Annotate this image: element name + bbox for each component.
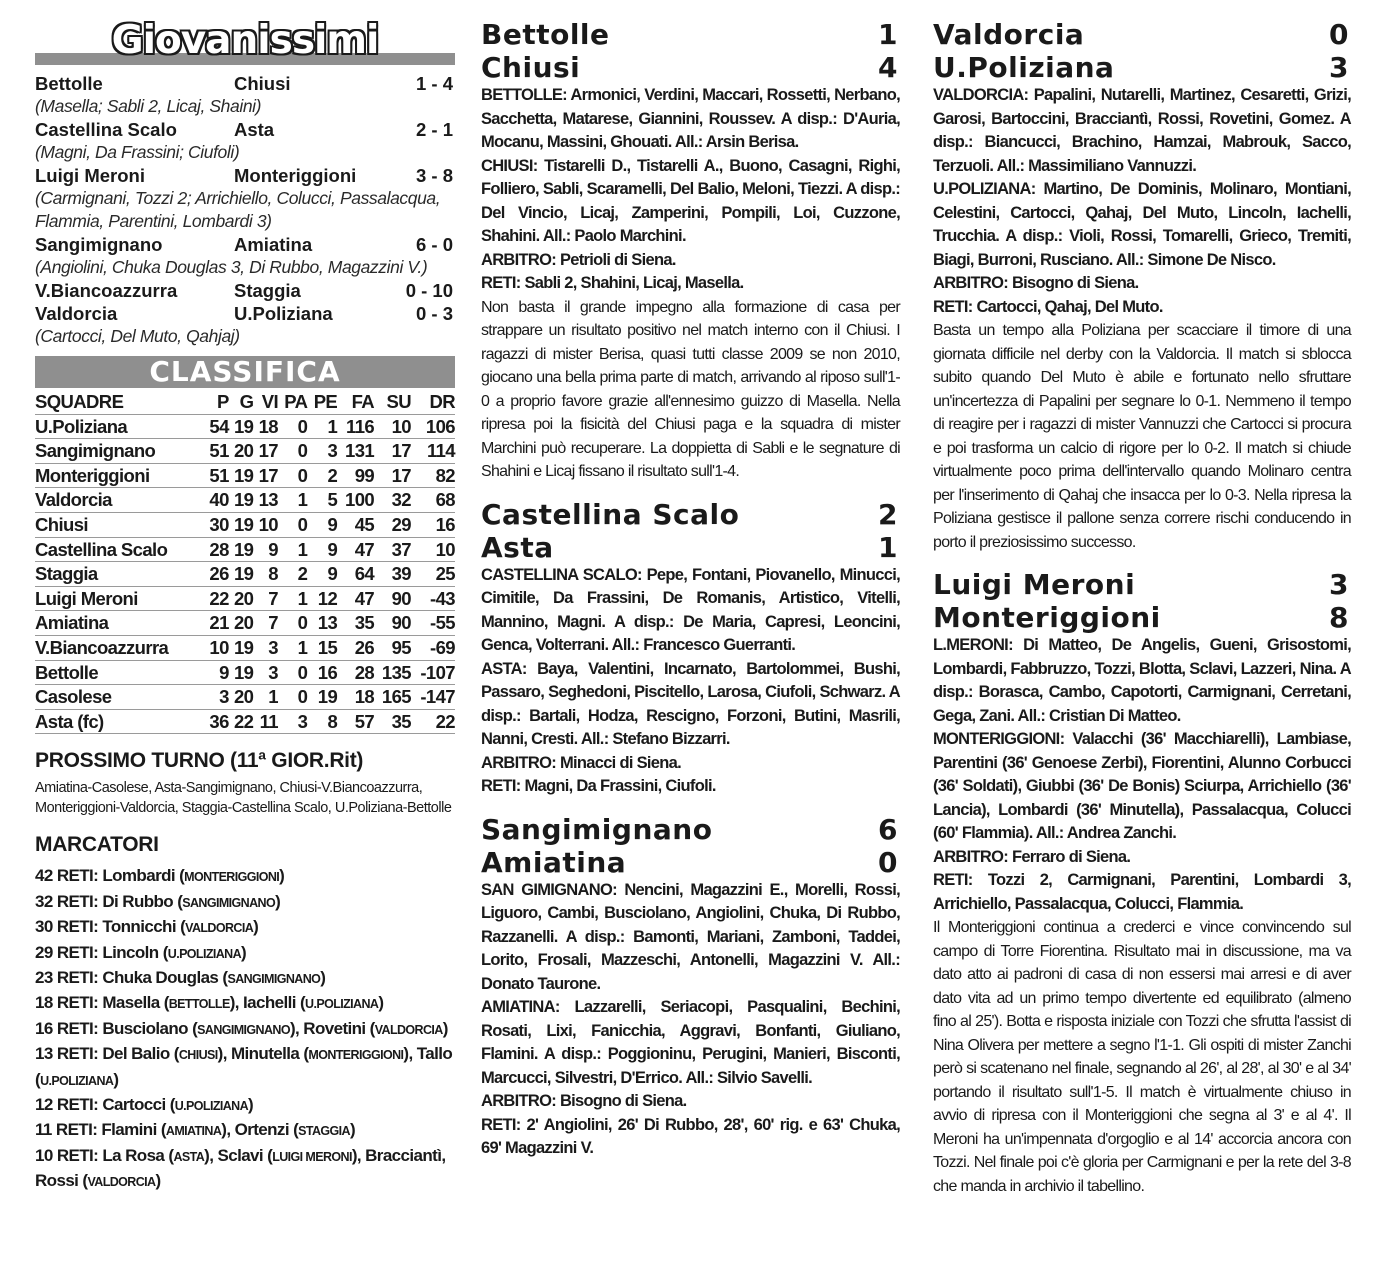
lineup-home: L.MERONI: Di Matteo, De Angelis, Gueni, Grisostomi, Lombardi, Fabbruzzo, Tozzi, Blotta, Sclavi, Lazzeri, Nina. A disp.: Borasca, Cambo, Capotorti, Carmignani, Cerretani, Gega, Zani. All.: Cristian Di Matteo. (933, 636, 1351, 725)
scorers-title: MARCATORI (35, 833, 159, 857)
stat-cell: 64 (337, 562, 374, 587)
team-name: Monteriggioni (933, 601, 1161, 634)
team-name: Sangimignano (481, 812, 713, 846)
stat-cell: 11 (253, 709, 278, 734)
scorer-team: U.POLIZIANA (305, 997, 379, 1012)
match-score: 3 - 8 (415, 165, 453, 186)
scorer-text: ), Ortenzi ( (221, 1120, 299, 1140)
lineup-home: SAN GIMIGNANO: Nencini, Magazzini E., Morelli, Rossi, Liguoro, Cambi, Busciolano, Angiolini, Chuka, Di Rubbo, Razzanelli. A disp.: Bamonti, Mariani, Zamboni, Taddei, Lorito, Frosali, Mazzeschi, Antonelli, Magazzini V. All.: Donato Taurone. (481, 880, 900, 993)
team-name: Chiusi (481, 51, 581, 84)
team-score: 0 (1329, 18, 1349, 51)
away-team: Chiusi (234, 73, 291, 94)
home-team: Luigi Meroni (35, 165, 145, 186)
scorer-team: U.POLIZIANA (167, 946, 242, 961)
result-scorers: (Magni, Da Frassini; Ciufoli) (35, 142, 240, 162)
stat-cell: 131 (337, 439, 374, 464)
scorer-text: ) (320, 967, 326, 987)
stat-cell: 39 (374, 562, 411, 587)
result-scorers: (Masella; Sabli 2, Licaj, Shaini) (35, 96, 262, 116)
column-header: SU (374, 390, 411, 414)
lineup-home: CASTELLINA SCALO: Pepe, Fontani, Piovanello, Minucci, Cimitile, Da Frassini, De Romanis, Artistico, Vitelli, Mannino, Magni. A disp.: De Maria, Capresi, Leoncini, Genca, Volterrani. All.: Francesco Guerranti. (481, 565, 900, 654)
stat-cell: 8 (307, 709, 337, 734)
match-summary: Basta un tempo alla Poliziana per scacciare il timore di una giornata difficile nel derby con la Valdorcia. Il match si sblocca subito quando Del Muto è abile e fortunato nello sfruttare un'incertezza di Papalini per segnare lo 0-1. Nemmeno il tempo di reagire per i ragazzi di mister Vannuzzi che Cartocci si procura e poi trasforma un calcio di rigore per lo 0-2. Il match si chiude virtualmente poco prima dell'intervallo quando Molinaro centra per l'inserimento di Qahaj che insacca per lo 0-3. Nella ripresa la Poliziana gestisce il pallone senza correre rischi conducendo in porto il preziosissimo successo. (933, 322, 1351, 551)
match-team-row (481, 18, 900, 51)
stat-cell: 0 (278, 512, 307, 537)
stat-cell: 1 (278, 635, 307, 660)
scorer-team: ASTA (173, 1149, 205, 1164)
scorer-text: ) (279, 866, 285, 886)
stat-cell: 3 (253, 635, 278, 660)
table-row (35, 488, 455, 513)
table-row (35, 635, 455, 660)
scorer-text: ) (253, 917, 259, 937)
scorer-team: BETTOLLE (168, 997, 230, 1012)
match-score: 0 - 10 (405, 280, 453, 301)
stat-cell: 19 (229, 660, 254, 685)
stat-cell: 1 (253, 685, 278, 710)
stat-cell: 20 (229, 439, 254, 464)
away-team: U.Poliziana (234, 303, 333, 324)
scorer-line (35, 864, 455, 889)
stat-cell: 16 (307, 660, 337, 685)
scorer-team: U.POLIZIANA (40, 1073, 114, 1088)
team-name: Amiatina (481, 845, 627, 879)
stat-cell: 47 (337, 537, 374, 562)
column-header: VI (253, 390, 278, 414)
lineup-away: MONTERIGGIONI: Valacchi (36' Macchiarelli), Lambiase, Parentini (36' Genoese Zerbi), Fiorentini, Alunno Corbucci (36' Soldati), Giubbi (36' De Bonis) Sciurpa, Arrichiello (36' Lancia), Lombardi (36' Minutella), Passalacqua, Colucci (60' Flammia). All.: Andrea Zanchi. (933, 730, 1351, 842)
team-score: 2 (878, 497, 898, 531)
stat-cell: 17 (374, 439, 411, 464)
match-summary: Non basta il grande impegno alla formazione di casa per strappare un risultato positivo nel match interno con il Chiusi. I ragazzi di mister Berisa, quasi tutti classe 2009 se non 2010, giocano una bella prima parte di match, arrivando al riposo sull'1-0 a proprio favore grazie all'ennesimo guizzo di Masella. Nella ripresa poi la fisicità del Chiusi paga e la squadra di mister Marchini può recuperare. La doppietta di Sabli e le segnature di Shahini e Licaj fissano il risultato sull'1-4. (481, 298, 900, 480)
team-name: Luigi Meroni (933, 568, 1136, 601)
match-team-row (481, 531, 900, 564)
scorer-text: ), Tallo ( (35, 1044, 453, 1089)
lineup-away: ASTA: Baya, Valentini, Incarnato, Bartolommei, Bushi, Passaro, Seghedoni, Piscitello, Larosa, Ciufoli, Schwarz. A disp.: Bartali, Hodza, Rescigno, Forzoni, Butini, Masrili, Nanni, Cresti. All.: Stefano Bizzarri. (481, 659, 900, 748)
team-name: Luigi Meroni (35, 586, 204, 611)
match-score: 6 - 0 (415, 234, 453, 255)
scorers-list (35, 864, 455, 1194)
match-team-row (481, 51, 900, 84)
team-score: 0 (878, 845, 898, 879)
column-header: DR (411, 390, 455, 414)
scorer-text: ) (155, 1171, 161, 1191)
stat-cell: -69 (411, 635, 455, 660)
stat-cell: 19 (307, 685, 337, 710)
stat-cell: 2 (307, 463, 337, 488)
stat-cell: 95 (374, 635, 411, 660)
goals: RETI: Sabli 2, Shahini, Licaj, Masella. (481, 274, 744, 292)
stat-cell: 25 (411, 562, 455, 587)
scorer-text: ) (241, 942, 247, 962)
stat-cell: 13 (307, 611, 337, 636)
scorer-text: ) (113, 1069, 119, 1089)
page-title: Giovanissimi (111, 18, 379, 63)
stat-cell: 0 (278, 685, 307, 710)
stat-cell: 19 (229, 512, 254, 537)
table-row (35, 562, 455, 587)
goals: RETI: Magni, Da Frassini, Ciufoli. (481, 777, 716, 795)
scorer-team: MONTERIGGIONI (308, 1048, 404, 1063)
team-name: Sangimignano (35, 439, 204, 464)
scorer-text: 32 RETI: Di Rubbo ( (35, 891, 183, 911)
scorer-line (35, 1017, 455, 1042)
team-score: 8 (1329, 601, 1349, 634)
scorer-team: STAGGIA (298, 1124, 350, 1139)
goals: RETI: Tozzi 2, Carmignani, Parentini, Lombardi 3, Arrichiello, Passalacqua, Colucci, Flammia. (933, 871, 1351, 913)
match-score: 0 - 3 (415, 303, 453, 324)
match-summary: Il Monteriggioni continua a crederci e vince convincendo sul campo di Torre Fiorentina. Risultato mai in discussione, ma va dato atto ai padroni di casa di non essersi mai arresi e di aver dato vita ad un primo tempo divertente ed equilibrato (almeno fino al 25'). Botta e risposta iniziale con Tozzi che sfrutta l'assist di Nina Olivera per mettere a segno l'1-1. Gli ospiti di mister Zanchi però si scatenano nel finale, segnando al 26', al 28', al 30' e al 34' portando il risultato sull'1-5. Il match è virtualmente chiuso in avvio di ripresa con il Monteriggioni che segna al 3' e al 4'. Il Meroni ha un'impennata d'orgoglio e al 14' accorcia ancora con Tozzi. Nel finale poi c'è gloria per Carmignani e per la rete del 3-8 che manda in archivio il tabellino. (933, 919, 1351, 1195)
middle-column (481, 18, 900, 1175)
home-team: V.Biancoazzurra (35, 280, 178, 301)
table-row (35, 611, 455, 636)
stat-cell: -55 (411, 611, 455, 636)
scorer-line (35, 1118, 455, 1143)
stat-cell: 37 (374, 537, 411, 562)
match-report (933, 18, 1351, 554)
stat-cell: 47 (337, 586, 374, 611)
scorer-line (35, 890, 455, 915)
scorer-text: 12 RETI: Cartocci ( (35, 1094, 175, 1114)
home-team: Sangimignano (35, 234, 163, 255)
scorer-team: SANGIMIGNANO (227, 971, 321, 986)
match-team-row (481, 498, 900, 531)
stat-cell: 19 (229, 463, 254, 488)
match-report (481, 18, 900, 484)
match-score: 1 - 4 (415, 73, 453, 94)
referee: ARBITRO: Bisogno di Siena. (933, 274, 1139, 292)
stat-cell: 51 (204, 463, 229, 488)
classifica-title: CLASSIFICA (35, 356, 455, 388)
stat-cell: 51 (204, 439, 229, 464)
stat-cell: 0 (278, 414, 307, 439)
team-score: 6 (878, 812, 898, 846)
scorer-team: MONTERIGGIONI (184, 870, 280, 885)
match-team-row (933, 568, 1351, 601)
stat-cell: 15 (307, 635, 337, 660)
referee: ARBITRO: Bisogno di Siena. (481, 1092, 687, 1110)
stat-cell: 1 (278, 488, 307, 513)
next-round-text: Amiatina-Casolese, Asta-Sangimignano, Chiusi-V.Biancoazzurra, Monteriggioni-Valdorcia, Staggia-Castellina Scalo, U.Poliziana-Bettolle (35, 780, 452, 817)
stat-cell: 20 (229, 685, 254, 710)
team-name: U.Poliziana (933, 51, 1115, 84)
team-name: Valdorcia (933, 18, 1085, 51)
stat-cell: 32 (374, 488, 411, 513)
away-team: Staggia (234, 280, 301, 301)
results-list (35, 72, 455, 348)
stat-cell: 3 (253, 660, 278, 685)
scorer-text: ), Bracciantì, Rossi ( (35, 1145, 446, 1191)
column-header: FA (337, 390, 374, 414)
stat-cell: 35 (337, 611, 374, 636)
match-team-row (481, 846, 900, 879)
stat-cell: 10 (253, 512, 278, 537)
stat-cell: 9 (253, 537, 278, 562)
stat-cell: 12 (307, 586, 337, 611)
stat-cell: 57 (337, 709, 374, 734)
scorer-line (35, 966, 455, 991)
match-score: 2 - 1 (415, 119, 453, 140)
lineup-away: CHIUSI: Tistarelli D., Tistarelli A., Buono, Casagni, Righi, Folliero, Sabli, Scaramelli, Del Balio, Meloni, Tiezzi. A disp.: Del Vincio, Licaj, Zamperini, Pompili, Loi, Cuzzone, Shahini. All.: Paolo Marchini. (481, 156, 900, 245)
stat-cell: 3 (204, 685, 229, 710)
team-name: Castellina Scalo (35, 537, 204, 562)
stat-cell: 106 (411, 414, 455, 439)
team-name: Amiatina (35, 611, 204, 636)
result-row (35, 233, 455, 256)
column-header: PA (278, 390, 307, 414)
stat-cell: 5 (307, 488, 337, 513)
table-row (35, 660, 455, 685)
table-row (35, 463, 455, 488)
stat-cell: 13 (253, 488, 278, 513)
referee: ARBITRO: Petrioli di Siena. (481, 250, 676, 269)
scorer-text: ), Minutella ( (217, 1044, 309, 1064)
away-team: Asta (234, 119, 275, 140)
scorer-text: ) (248, 1094, 254, 1114)
column-header: PE (307, 390, 337, 414)
stat-cell: 20 (229, 611, 254, 636)
scorer-team: SANGIMIGNANO (197, 1022, 290, 1037)
stat-cell: 22 (229, 709, 254, 734)
scorer-text: 16 RETI: Busciolano ( (35, 1018, 198, 1038)
table-row (35, 537, 455, 562)
stat-cell: 0 (278, 611, 307, 636)
stat-cell: 17 (374, 463, 411, 488)
column-header: P (204, 390, 229, 414)
stat-cell: 18 (253, 414, 278, 439)
stat-cell: 19 (229, 635, 254, 660)
team-name: Asta (481, 530, 554, 564)
table-row (35, 439, 455, 464)
scorer-text: 30 RETI: Tonnicchi ( (35, 917, 186, 937)
stat-cell: 7 (253, 586, 278, 611)
stat-cell: 36 (204, 709, 229, 734)
match-team-row (933, 51, 1351, 84)
team-name: Bettolle (481, 18, 610, 51)
stat-cell: 9 (307, 562, 337, 587)
result-scorers: (Angiolini, Chuka Douglas 3, Di Rubbo, Magazzini V.) (35, 257, 428, 277)
goals: RETI: Cartocci, Qahaj, Del Muto. (933, 297, 1163, 316)
table-row (35, 512, 455, 537)
team-name: Staggia (35, 562, 204, 587)
match-report (481, 813, 900, 1161)
referee: ARBITRO: Ferraro di Siena. (933, 847, 1131, 866)
team-score: 1 (878, 530, 898, 564)
scorer-line (35, 1042, 455, 1093)
away-team: Monteriggioni (234, 165, 357, 186)
stat-cell: 35 (374, 709, 411, 734)
scorer-text: 29 RETI: Lincoln ( (35, 942, 168, 962)
team-score: 3 (1329, 51, 1349, 84)
stat-cell: 100 (337, 488, 374, 513)
stat-cell: 9 (307, 537, 337, 562)
column-header: SQUADRE (35, 390, 204, 414)
team-score: 4 (878, 51, 898, 84)
stat-cell: 45 (337, 512, 374, 537)
match-report (481, 498, 900, 799)
stat-cell: -107 (411, 660, 455, 685)
scorer-text: ), Rovetini ( (289, 1018, 375, 1038)
stat-cell: 1 (307, 414, 337, 439)
lineup-home: VALDORCIA: Papalini, Nutarelli, Martinez, Cesaretti, Grizi, Garosi, Bartoccini, Bracciantì, Rossi, Rovetini, Gomez. A disp.: Biancucci, Brachino, Hamzai, Mabrouk, Sacco, Terzuoli. All.: Massimiliano Vannuzzi. (933, 86, 1351, 175)
stat-cell: 16 (411, 512, 455, 537)
scorer-text: ) (349, 1120, 356, 1140)
stat-cell: 90 (374, 586, 411, 611)
scorer-text: ) (442, 1018, 448, 1038)
scorer-line (35, 941, 455, 966)
goals: RETI: 2' Angiolini, 26' Di Rubbo, 28', 60' rig. e 63' Chuka, 69' Magazzini V. (481, 1115, 900, 1157)
stat-cell: 8 (253, 562, 278, 587)
stat-cell: 30 (204, 512, 229, 537)
stat-cell: 0 (278, 660, 307, 685)
result-row (35, 279, 455, 302)
stat-cell: 19 (229, 488, 254, 513)
stat-cell: 17 (253, 463, 278, 488)
team-name: U.Poliziana (35, 414, 204, 439)
stat-cell: -147 (411, 685, 455, 710)
team-name: Castellina Scalo (481, 497, 740, 531)
team-name: Monteriggioni (35, 463, 204, 488)
stat-cell: 68 (411, 488, 455, 513)
stat-cell: 135 (374, 660, 411, 685)
scorer-text: ) (378, 993, 384, 1013)
stat-cell: 40 (204, 488, 229, 513)
scorer-text: 23 RETI: Chuka Douglas ( (35, 967, 228, 987)
stat-cell: 3 (307, 439, 337, 464)
team-score: 3 (1329, 568, 1349, 601)
stat-cell: 26 (337, 635, 374, 660)
scorer-text: 11 RETI: Flamini ( (35, 1120, 166, 1140)
result-scorers: (Cartocci, Del Muto, Qahjaj) (35, 326, 240, 346)
scorer-line (35, 1093, 455, 1118)
team-name: Bettolle (35, 660, 204, 685)
stat-cell: 90 (374, 611, 411, 636)
stat-cell: 28 (204, 537, 229, 562)
stat-cell: 0 (278, 463, 307, 488)
stat-cell: 165 (374, 685, 411, 710)
stat-cell: 17 (253, 439, 278, 464)
stat-cell: 2 (278, 562, 307, 587)
standings-header-row (35, 390, 455, 414)
scorer-text: 10 RETI: La Rosa ( (35, 1145, 174, 1165)
home-team: Valdorcia (35, 303, 118, 324)
lineup-away: U.POLIZIANA: Martino, De Dominis, Molinaro, Montiani, Celestini, Cartocci, Qahaj, Del Muto, Lincoln, Iachelli, Trucchia. A disp.: Violi, Rossi, Tomarelli, Grieco, Tremiti, Biagi, Burroni, Rusciano. All.: Simone De Nisco. (933, 180, 1351, 269)
result-row (35, 164, 455, 187)
scorer-team: AMIATINA (165, 1124, 222, 1139)
team-name: Casolese (35, 685, 204, 710)
scorer-line (35, 1144, 455, 1195)
away-team: Amiatina (234, 234, 313, 255)
stat-cell: 22 (411, 709, 455, 734)
stat-cell: 18 (337, 685, 374, 710)
stat-cell: 26 (204, 562, 229, 587)
match-team-row (933, 18, 1351, 51)
home-team: Castellina Scalo (35, 119, 177, 140)
stat-cell: 20 (229, 586, 254, 611)
table-row (35, 709, 455, 734)
scorer-text: ), Iachelli ( (229, 993, 306, 1013)
column-header: G (229, 390, 254, 414)
scorer-team: SANGIMIGNANO (182, 895, 276, 910)
stat-cell: 99 (337, 463, 374, 488)
table-row (35, 685, 455, 710)
scorer-team: LUIGI MERONI (272, 1149, 352, 1164)
stat-cell: 1 (278, 586, 307, 611)
result-row (35, 72, 455, 95)
team-name: Asta (fc) (35, 709, 204, 734)
scorer-team: U.POLIZIANA (174, 1098, 249, 1113)
referee: ARBITRO: Minacci di Siena. (481, 753, 681, 772)
stat-cell: 7 (253, 611, 278, 636)
stat-cell: 1 (278, 537, 307, 562)
standings-table (35, 390, 455, 734)
result-scorers: (Carmignani, Tozzi 2; Arrichiello, Colucci, Passalacqua, Flammia, Parentini, Lombardi 3) (35, 188, 441, 231)
stat-cell: 19 (229, 414, 254, 439)
team-name: Valdorcia (35, 488, 204, 513)
team-name: Chiusi (35, 512, 204, 537)
section-header (35, 18, 455, 66)
team-score: 1 (878, 18, 898, 51)
stat-cell: 82 (411, 463, 455, 488)
scorer-text: 18 RETI: Masella ( (35, 993, 169, 1013)
stat-cell: 19 (229, 537, 254, 562)
stat-cell: 9 (204, 660, 229, 685)
stat-cell: 29 (374, 512, 411, 537)
right-column (933, 18, 1351, 1212)
scorer-text: 13 RETI: Del Balio ( (35, 1044, 179, 1064)
table-row (35, 414, 455, 439)
stat-cell: 116 (337, 414, 374, 439)
lineup-home: BETTOLLE: Armonici, Verdini, Maccari, Rossetti, Nerbano, Sacchetta, Matarese, Giannini, Roussev. A disp.: D'Auria, Mocanu, Massini, Ghouati. All.: Arsin Berisa. (481, 86, 900, 151)
scorer-text: ), Sclavi ( (204, 1145, 273, 1165)
lineup-away: AMIATINA: Lazzarelli, Seriacopi, Pasqualini, Bechini, Rosati, Lixi, Fanicchia, Aggravi, Bonfanti, Giuliano, Flamini. A disp.: Poggioninu, Perugini, Manieri, Bisconti, Marcucci, Silvestri, D'Errico. All.: Silvio Savelli. (481, 998, 900, 1087)
stat-cell: 10 (374, 414, 411, 439)
team-name: V.Biancoazzurra (35, 635, 204, 660)
stat-cell: 28 (337, 660, 374, 685)
stat-cell: 54 (204, 414, 229, 439)
scorer-team: VALDORCIA (87, 1175, 156, 1190)
match-team-row (933, 601, 1351, 634)
scorer-text: ) (275, 891, 281, 911)
scorer-line (35, 915, 455, 940)
result-row (35, 118, 455, 141)
stat-cell: 0 (278, 439, 307, 464)
scorer-line (35, 991, 455, 1016)
stat-cell: 3 (278, 709, 307, 734)
table-row (35, 586, 455, 611)
match-report (933, 568, 1351, 1198)
match-team-row (481, 813, 900, 846)
scorer-team: CHIUSI (178, 1048, 218, 1063)
stat-cell: 9 (307, 512, 337, 537)
stat-cell: 114 (411, 439, 455, 464)
stat-cell: 19 (229, 562, 254, 587)
result-row (35, 302, 455, 325)
left-column (35, 18, 455, 1195)
scorer-text: 42 RETI: Lombardi ( (35, 866, 185, 886)
stat-cell: -43 (411, 586, 455, 611)
stat-cell: 21 (204, 611, 229, 636)
next-round-title: PROSSIMO TURNO (11ª GIOR.Rit) (35, 749, 364, 773)
home-team: Bettolle (35, 73, 103, 94)
stat-cell: 22 (204, 586, 229, 611)
scorer-team: VALDORCIA (185, 921, 254, 936)
stat-cell: 10 (204, 635, 229, 660)
stat-cell: 10 (411, 537, 455, 562)
scorer-team: VALDORCIA (374, 1022, 443, 1037)
